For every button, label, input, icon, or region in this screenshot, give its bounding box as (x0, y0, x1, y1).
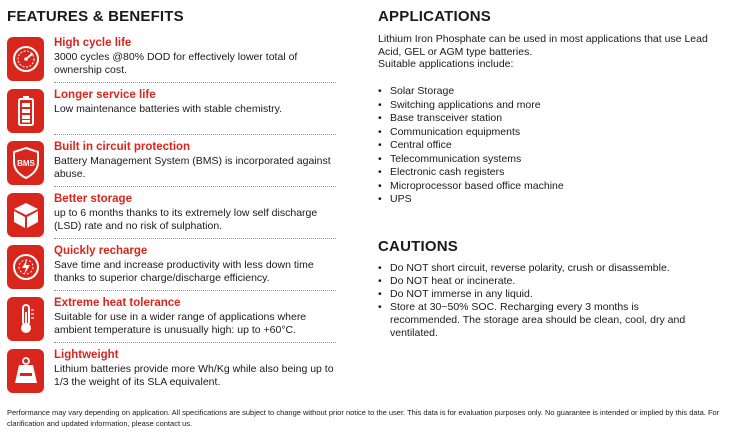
bms-icon-label: BMS (16, 159, 35, 168)
list-item: • Telecommunication systems (378, 152, 522, 165)
list-item: • Do NOT short circuit, reverse polarity, crush or disassemble. (378, 262, 670, 274)
feature-divider (54, 82, 336, 83)
feature-title: Lightweight (54, 349, 119, 361)
applications-section-title: APPLICATIONS (378, 8, 491, 25)
feature-title: Built in circuit protection (54, 141, 191, 153)
feature-title: High cycle life (54, 37, 132, 49)
list-item: • Switching applications and more (378, 98, 541, 111)
list-item: • Communication equipments (378, 125, 521, 138)
feature-quickly-recharge (7, 245, 357, 291)
feature-description: Battery Management System (BMS) is incorporated against abuse. (54, 155, 331, 180)
footer-disclaimer: Performance may vary depending on application. All specifications are subject to change without prior notice to the user. This data is for evaluation purposes only. No guarantee is intended or implied by this data. For clarification and updated information, please contact us. (7, 408, 720, 428)
feature-lightweight (7, 349, 357, 395)
feature-description: up to 6 months thanks to its extremely low self discharge (LSD) rate and no risk of sulphation. (54, 207, 318, 232)
feature-extreme-heat-tolerance (7, 297, 357, 343)
quick-charge-icon (7, 245, 44, 289)
applications-intro (378, 33, 718, 71)
feature-title: Quickly recharge (54, 245, 148, 257)
cautions-section-title: CAUTIONS (378, 238, 458, 255)
applications-list (378, 85, 564, 207)
feature-built-in-circuit-protection (7, 141, 357, 187)
list-item: • Do NOT heat or incinerate. (378, 275, 516, 287)
feature-divider (54, 186, 336, 187)
feature-title: Extreme heat tolerance (54, 297, 181, 309)
feature-high-cycle-life (7, 37, 357, 83)
bms-shield-icon (7, 141, 44, 185)
list-item: • Electronic cash registers (378, 166, 505, 178)
list-item: • UPS (378, 193, 412, 205)
feature-description: 3000 cycles @80% DOD for effectively lower total of ownership cost. (54, 51, 298, 76)
list-item: • Do NOT immerse in any liquid. (378, 288, 533, 300)
battery-icon (7, 89, 44, 133)
list-item: • Store at 30~50% SOC. Recharging every 3 months is recommended. The storage area should be clean, cool, dry and ventilated. (378, 301, 686, 339)
feature-title: Better storage (54, 193, 132, 205)
feature-description: Lithium batteries provide more Wh/Kg while also being up to 1/3 the weight of its SLA equivalent. (54, 363, 334, 388)
feature-divider (54, 134, 336, 135)
feature-description: Save time and increase productivity with less down time thanks to superior charge/discharge efficiency. (54, 259, 314, 284)
list-item: • Microprocessor based office machine (378, 179, 564, 192)
list-item: • Central office (378, 139, 452, 151)
applications-intro-suitable: Suitable applications include: (378, 58, 514, 71)
applications-intro-text: Lithium Iron Phosphate can be used in most applications that use Lead Acid, GEL or AGM type batteries. (378, 33, 708, 58)
feature-description: Suitable for use in a wider range of applications where ambient temperature is unusually high: up to +60°C. (54, 311, 307, 336)
gauge-icon (7, 37, 44, 81)
feature-title: Longer service life (54, 89, 156, 101)
list-item: • Solar Storage (378, 85, 455, 97)
feature-longer-service-life (7, 89, 357, 135)
list-item: • Base transceiver station (378, 112, 503, 124)
feature-divider (54, 238, 336, 239)
storage-box-icon (7, 193, 44, 237)
feature-divider (54, 342, 336, 343)
weight-icon (7, 349, 44, 393)
feature-better-storage (7, 193, 357, 239)
thermometer-icon (7, 297, 44, 341)
features-section-title: FEATURES & BENEFITS (7, 8, 184, 25)
feature-description: Low maintenance batteries with stable chemistry. (54, 103, 282, 115)
cautions-list (378, 262, 708, 340)
feature-divider (54, 290, 336, 291)
